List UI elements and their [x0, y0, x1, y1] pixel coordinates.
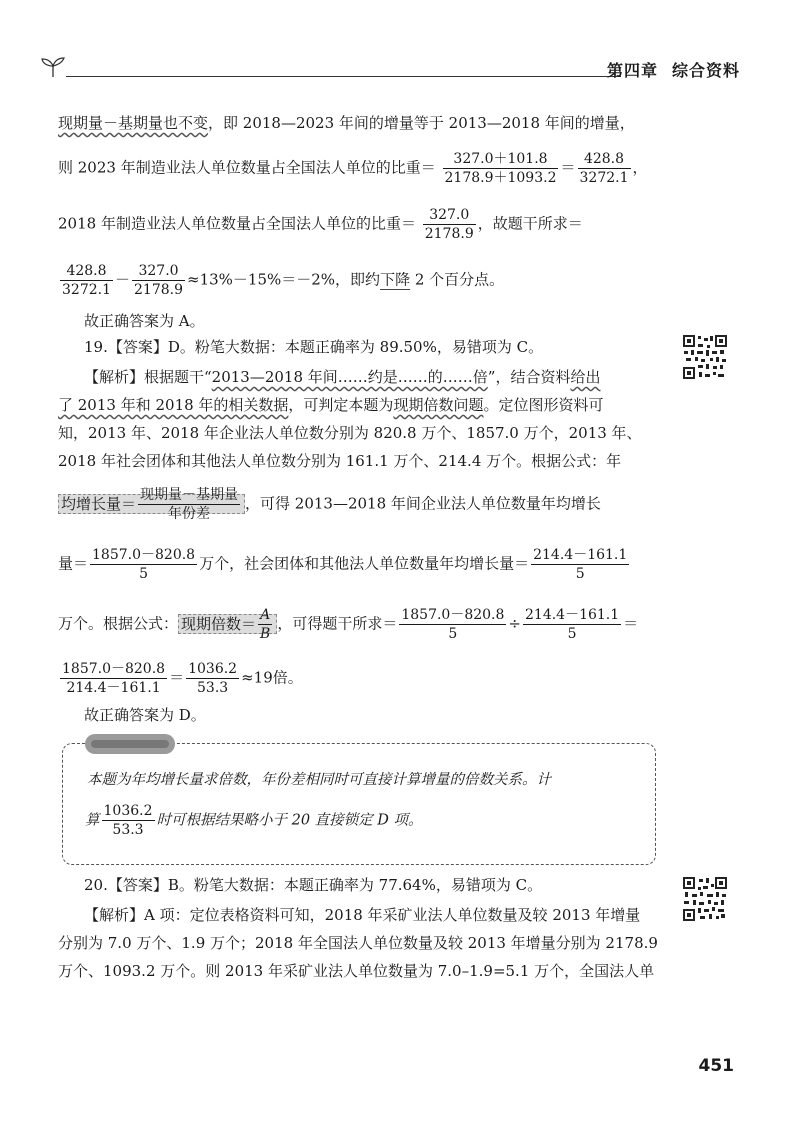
fraction: $\frac{428.8}{3272.1}$ [62, 263, 111, 298]
q19-line-5: 2018 年社会团体和其他法人单位数分别为 161.1 万个、214.4 万个。根据公式：年 [58, 452, 622, 470]
fraction: $\frac{1857.0-820.8}{5}$ [92, 547, 196, 582]
header-rule [66, 76, 621, 77]
q19-line-2: 【解析】根据题干“2013—2018 年间……约是……的……倍”，结合资料给出 [84, 368, 601, 386]
q19-line-9: $\frac{1857.0-820.8}{214.4-161.1}$ ＝ $\frac{1036.2}{53.3}$ ≈19倍。 [62, 661, 303, 696]
q20-line-2: 【解析】A 项：定位表格资料可知，2018 年采矿业法人单位数量及较 2013 年增量 [84, 906, 641, 924]
q19-answer: 故正确答案为 D。 [84, 706, 206, 724]
qr-code-icon [682, 334, 728, 380]
tip-badge [85, 734, 175, 754]
q19-line-4: 知，2013 年、2018 年企业法人单位数分别为 820.8 万个、1857.0 万个，2013 年、 [58, 424, 642, 442]
fraction: $\frac{1036.2}{53.3}$ [188, 661, 238, 696]
q20-answer-line: 20.【答案】B。粉笔大数据：本题正确率为 77.64%，易错项为 C。 [84, 876, 543, 894]
fraction: $\frac{428.8}{3272.1}$ [579, 151, 629, 186]
tip-line-1: 本题为年均增长量求倍数，年份差相同时可直接计算增量的倍数关系。计 [87, 772, 551, 788]
q20-line-4: 万个、1093.2 万个。则 2013 年采矿业法人单位数量为 7.0–1.9=5.1 万个，全国法人单 [58, 962, 655, 980]
q18-line-4: $\frac{428.8}{3272.1}$ － $\frac{327.0}{2178.9}$ ≈13%－15%＝－2%，即约下降 2 个百分点。 [62, 263, 505, 298]
q18-line-1: 现期量－基期量也不变，即 2018—2023 年间的增量等于 2013—2018 年间的增量， [58, 114, 635, 132]
fraction: $\frac{214.4-161.1}{5}$ [533, 547, 628, 582]
q18-line-3: 2018 年制造业法人单位数量占全国法人单位的比重＝ $\frac{327.0}{2178.9}$ ，故题干所求＝ [58, 207, 583, 242]
tip-line-2: 算 $\frac{1036.2}{53.3}$ 时可根据结果略小于 20 直接锁定 D 项。 [85, 803, 423, 838]
page-number: 451 [698, 1056, 734, 1076]
header-title [607, 58, 740, 81]
section-label: 综合资料 [671, 61, 740, 80]
qr-code-icon [682, 876, 728, 922]
q18-line-2: 则 2023 年制造业法人单位数量占全国法人单位的比重＝ $\frac{327.0+101.8}{2178.9+1093.2}$ ＝ $\frac{428.8}{3272.1}$ ， [58, 151, 648, 186]
fraction: $\frac{214.4-161.1}{5}$ [525, 607, 620, 642]
chapter-label: 第四章 [606, 61, 658, 80]
q19-line-7: 量＝ $\frac{1857.0-820.8}{5}$ 万个，社会团体和其他法人单位数量年均增长量＝ $\frac{214.4-161.1}{5}$ [58, 547, 628, 582]
page-header [40, 52, 740, 82]
q20-line-3: 分别为 7.0 万个、1.9 万个；2018 年全国法人单位数量及较 2013 年增量分别为 2178.9 [58, 934, 658, 952]
q19-answer-line: 19.【答案】D。粉笔大数据：本题正确率为 89.50%，易错项为 C。 [84, 338, 544, 356]
q18-answer: 故正确答案为 A。 [84, 312, 205, 330]
fraction: $\frac{327.0}{2178.9}$ [424, 207, 474, 242]
fraction: $\frac{1857.0-820.8}{214.4-161.1}$ [62, 661, 166, 696]
fraction: $\frac{327.0+101.8}{2178.9+1093.2}$ [444, 151, 557, 186]
q19-line-6: 均增长量＝ $\frac{\text{现期量－基期量}}{\text{年份差}}$ ，可得 2013—2018 年间企业法人单位数量年均增长 [58, 486, 601, 523]
tip-box [62, 743, 656, 865]
fraction: $\frac{1036.2}{53.3}$ [103, 803, 153, 838]
q19-line-8: 万个。根据公式： 现期倍数＝ $\frac{A}{B}$ ，可得题干所求＝ $\frac{1857.0-820.8}{5}$ ÷ $\frac{214.4-161.1}{5}$ ＝ [58, 607, 639, 642]
q19-line-3: 了 2013 年和 2018 年的相关数据，可判定本题为现期倍数问题。定位图形资料可 [58, 396, 604, 414]
sprout-icon [40, 56, 66, 78]
fraction: $\frac{\text{现期量－基期量}}{\text{年份差}}$ [140, 487, 239, 522]
fraction: $\frac{1857.0-820.8}{5}$ [401, 607, 505, 642]
fraction: $\frac{A}{B}$ [260, 607, 271, 642]
fraction: $\frac{327.0}{2178.9}$ [134, 263, 184, 298]
